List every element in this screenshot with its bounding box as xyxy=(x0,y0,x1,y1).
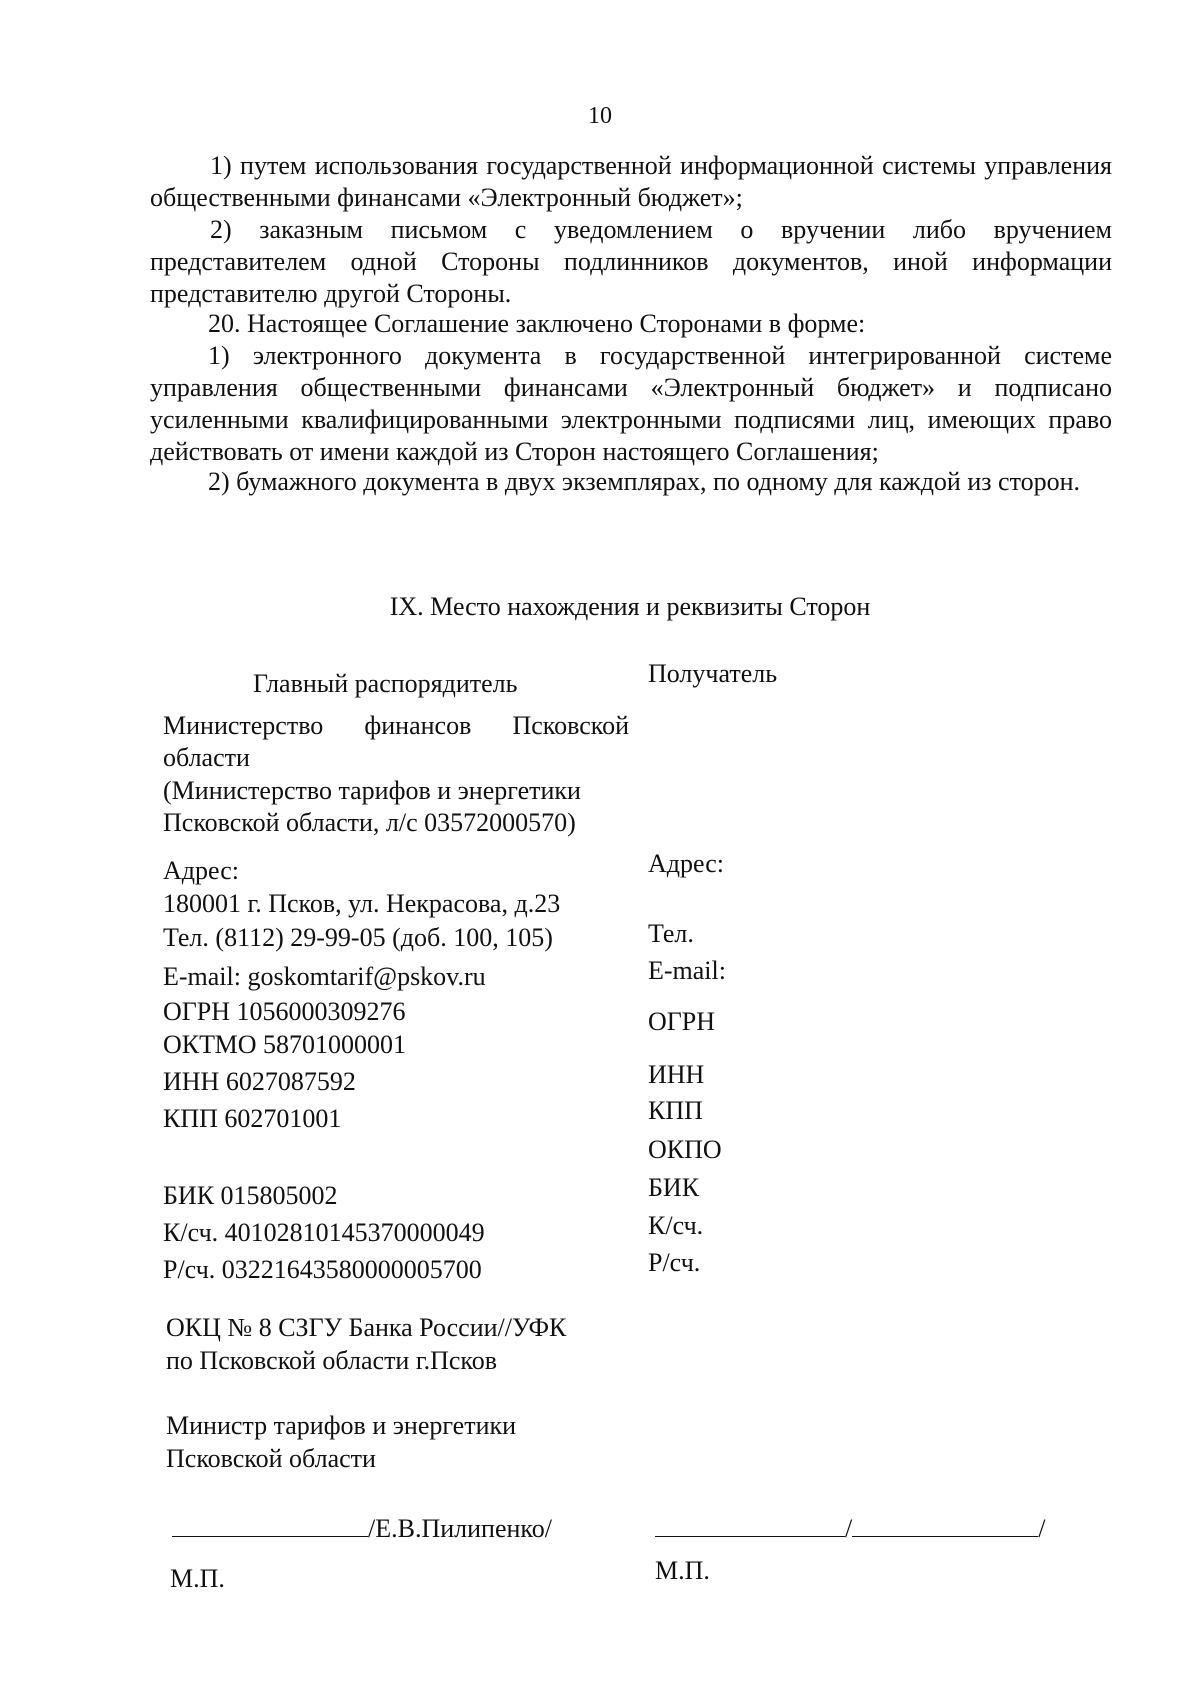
right-address-label: Адрес: xyxy=(648,849,724,878)
right-signature-line-2 xyxy=(852,1536,1038,1537)
paragraph-4: 1) электронного документа в государственной интегрированной системе управления общественными финансами «Электронный бюджет» и подписано усиленными квалифицированными электронными подписями лиц, имеющих право действовать от имени каждой из Сторон настоящего Соглашения; xyxy=(150,341,1112,466)
right-email-label: E-mail: xyxy=(648,956,726,985)
left-bik: БИК 015805002 xyxy=(163,1181,338,1210)
left-address: 180001 г. Псков, ул. Некрасова, д.23 xyxy=(163,889,561,918)
left-address-label: Адрес: xyxy=(163,856,239,885)
right-bik-label: БИК xyxy=(648,1173,700,1202)
page-number: 10 xyxy=(588,103,612,129)
position-line2: Псковской области xyxy=(166,1444,376,1473)
right-signature-slash-2: / xyxy=(1038,1514,1046,1543)
paragraph-2: 2) заказным письмом с уведомлением о вручении либо вручением представителем одной Стороны подлинников документов, иной информации представителю другой Стороны. xyxy=(150,215,1112,308)
right-phone-label: Тел. xyxy=(648,919,694,948)
left-oktmo: ОКТМО 58701000001 xyxy=(163,1030,407,1059)
right-signature-block xyxy=(655,1513,1045,1545)
left-column-header: Главный распорядитель xyxy=(253,669,518,698)
org-name-line2: области xyxy=(163,743,250,772)
left-ks: К/сч. 40102810145370000049 xyxy=(163,1218,485,1247)
bank-line2: по Псковской области г.Псков xyxy=(166,1346,497,1375)
bank-line1: ОКЦ № 8 СЗГУ Банка России//УФК xyxy=(166,1313,567,1342)
left-signature-line xyxy=(172,1536,368,1537)
position-line1: Министр тарифов и энергетики xyxy=(166,1411,517,1440)
right-okpo-label: ОКПО xyxy=(648,1135,722,1164)
signature-name: /Е.В.Пилипенко/ xyxy=(368,1514,552,1543)
right-ks-label: К/сч. xyxy=(648,1211,704,1240)
section-heading: IX. Место нахождения и реквизиты Сторон xyxy=(389,592,871,621)
paragraph-1: 1) путем использования государственной информационной системы управления общественными финансами «Электронный бюджет»; xyxy=(150,151,1112,212)
right-rs-label: Р/сч. xyxy=(648,1248,701,1277)
paragraph-3: 20. Настоящее Соглашение заключено Сторонами в форме: xyxy=(208,309,866,338)
left-signature-block xyxy=(172,1513,552,1545)
org-name-line4: Псковской области, л/с 03572000570) xyxy=(163,808,576,837)
left-phone: Тел. (8112) 29-99-05 (доб. 100, 105) xyxy=(163,923,553,952)
right-ogrn-label: ОГРН xyxy=(648,1007,716,1036)
paragraph-5: 2) бумажного документа в двух экземплярах, по одному для каждой из сторон. xyxy=(208,467,1081,496)
left-rs: Р/сч. 03221643580000005700 xyxy=(163,1255,482,1284)
left-kpp: КПП 602701001 xyxy=(163,1104,342,1133)
left-email: E-mail: goskomtarif@pskov.ru xyxy=(163,962,486,991)
right-signature-line-1 xyxy=(655,1536,845,1537)
right-inn-label: ИНН xyxy=(648,1060,705,1089)
right-signature-slash-1: / xyxy=(845,1514,853,1543)
org-name-line1: Министерство финансов Псковской xyxy=(163,711,629,740)
left-ogrn: ОГРН 1056000309276 xyxy=(163,997,406,1026)
right-kpp-label: КПП xyxy=(648,1096,703,1125)
left-inn: ИНН 6027087592 xyxy=(163,1067,356,1096)
right-stamp: М.П. xyxy=(655,1556,710,1585)
left-stamp: М.П. xyxy=(170,1564,225,1593)
right-column-header: Получатель xyxy=(648,659,778,688)
org-name-line3: (Министерство тарифов и энергетики xyxy=(163,776,581,805)
